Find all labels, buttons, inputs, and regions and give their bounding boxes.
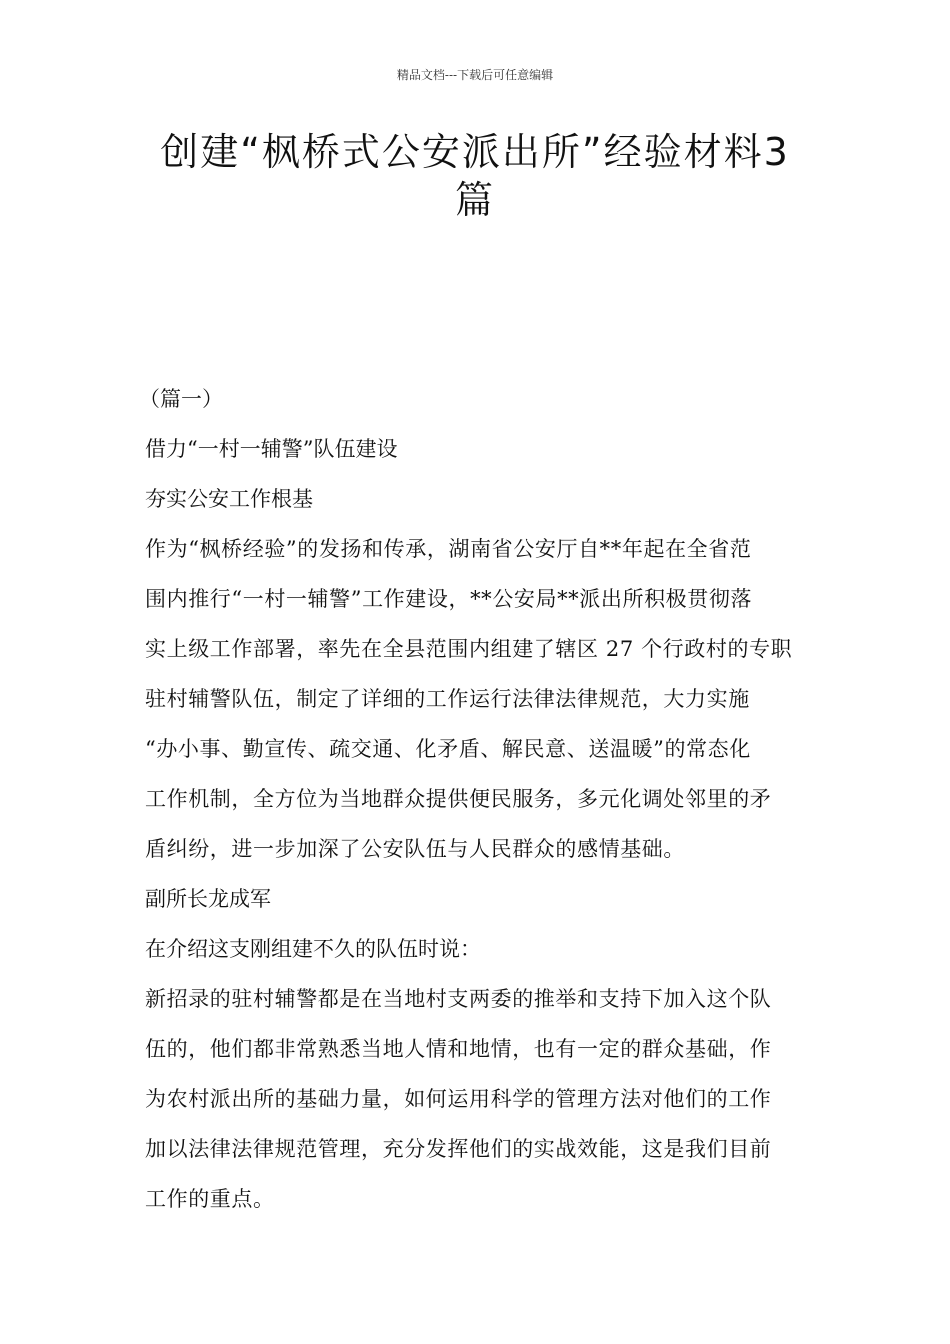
speaker-line: 副所长龙成军 bbox=[145, 887, 271, 911]
paragraph-1-line: 实上级工作部署，率先在全县范围内组建了辖区 27 个行政村的专职 bbox=[145, 637, 793, 661]
section-label: （篇一） bbox=[139, 387, 223, 411]
header-watermark: 精品文档---下载后可任意编辑 bbox=[396, 68, 554, 82]
paragraph-1-line: 作为“枫桥经验”的发扬和传承，湖南省公安厅自**年起在全省范 bbox=[145, 537, 752, 561]
document-title bbox=[120, 128, 830, 224]
paragraph-1-line: “办小事、勤宣传、疏交通、化矛盾、解民意、送温暖”的常态化 bbox=[145, 737, 751, 761]
title-line-1: 创建“枫桥式公安派出所”经验材料3 bbox=[160, 130, 790, 174]
paragraph-2-line: 伍的，他们都非常熟悉当地人情和地情，也有一定的群众基础，作 bbox=[145, 1037, 772, 1061]
paragraph-1-line: 盾纠纷，进一步加深了公安队伍与人民群众的感情基础。 bbox=[145, 837, 685, 861]
paragraph-2-line: 工作的重点。 bbox=[145, 1187, 275, 1211]
paragraph-1-line: 围内推行“一村一辅警”工作建设，**公安局**派出所积极贯彻落 bbox=[145, 587, 753, 611]
paragraph-1-line: 驻村辅警队伍，制定了详细的工作运行法律法律规范，大力实施 bbox=[145, 687, 750, 711]
title-line-2: 篇 bbox=[454, 178, 495, 222]
paragraph-2-line: 加以法律法律规范管理，充分发挥他们的实战效能，这是我们目前 bbox=[145, 1137, 772, 1161]
paragraph-2-line: 为农村派出所的基础力量，如何运用科学的管理方法对他们的工作 bbox=[145, 1087, 772, 1111]
heading-2: 夯实公安工作根基 bbox=[145, 487, 313, 511]
heading-1: 借力“一村一辅警”队伍建设 bbox=[145, 437, 398, 461]
paragraph-2-line: 新招录的驻村辅警都是在当地村支两委的推举和支持下加入这个队 bbox=[145, 987, 772, 1011]
paragraph-1-line: 工作机制，全方位为当地群众提供便民服务，多元化调处邻里的矛 bbox=[145, 787, 772, 811]
intro-line: 在介绍这支刚组建不久的队伍时说： bbox=[145, 937, 481, 961]
